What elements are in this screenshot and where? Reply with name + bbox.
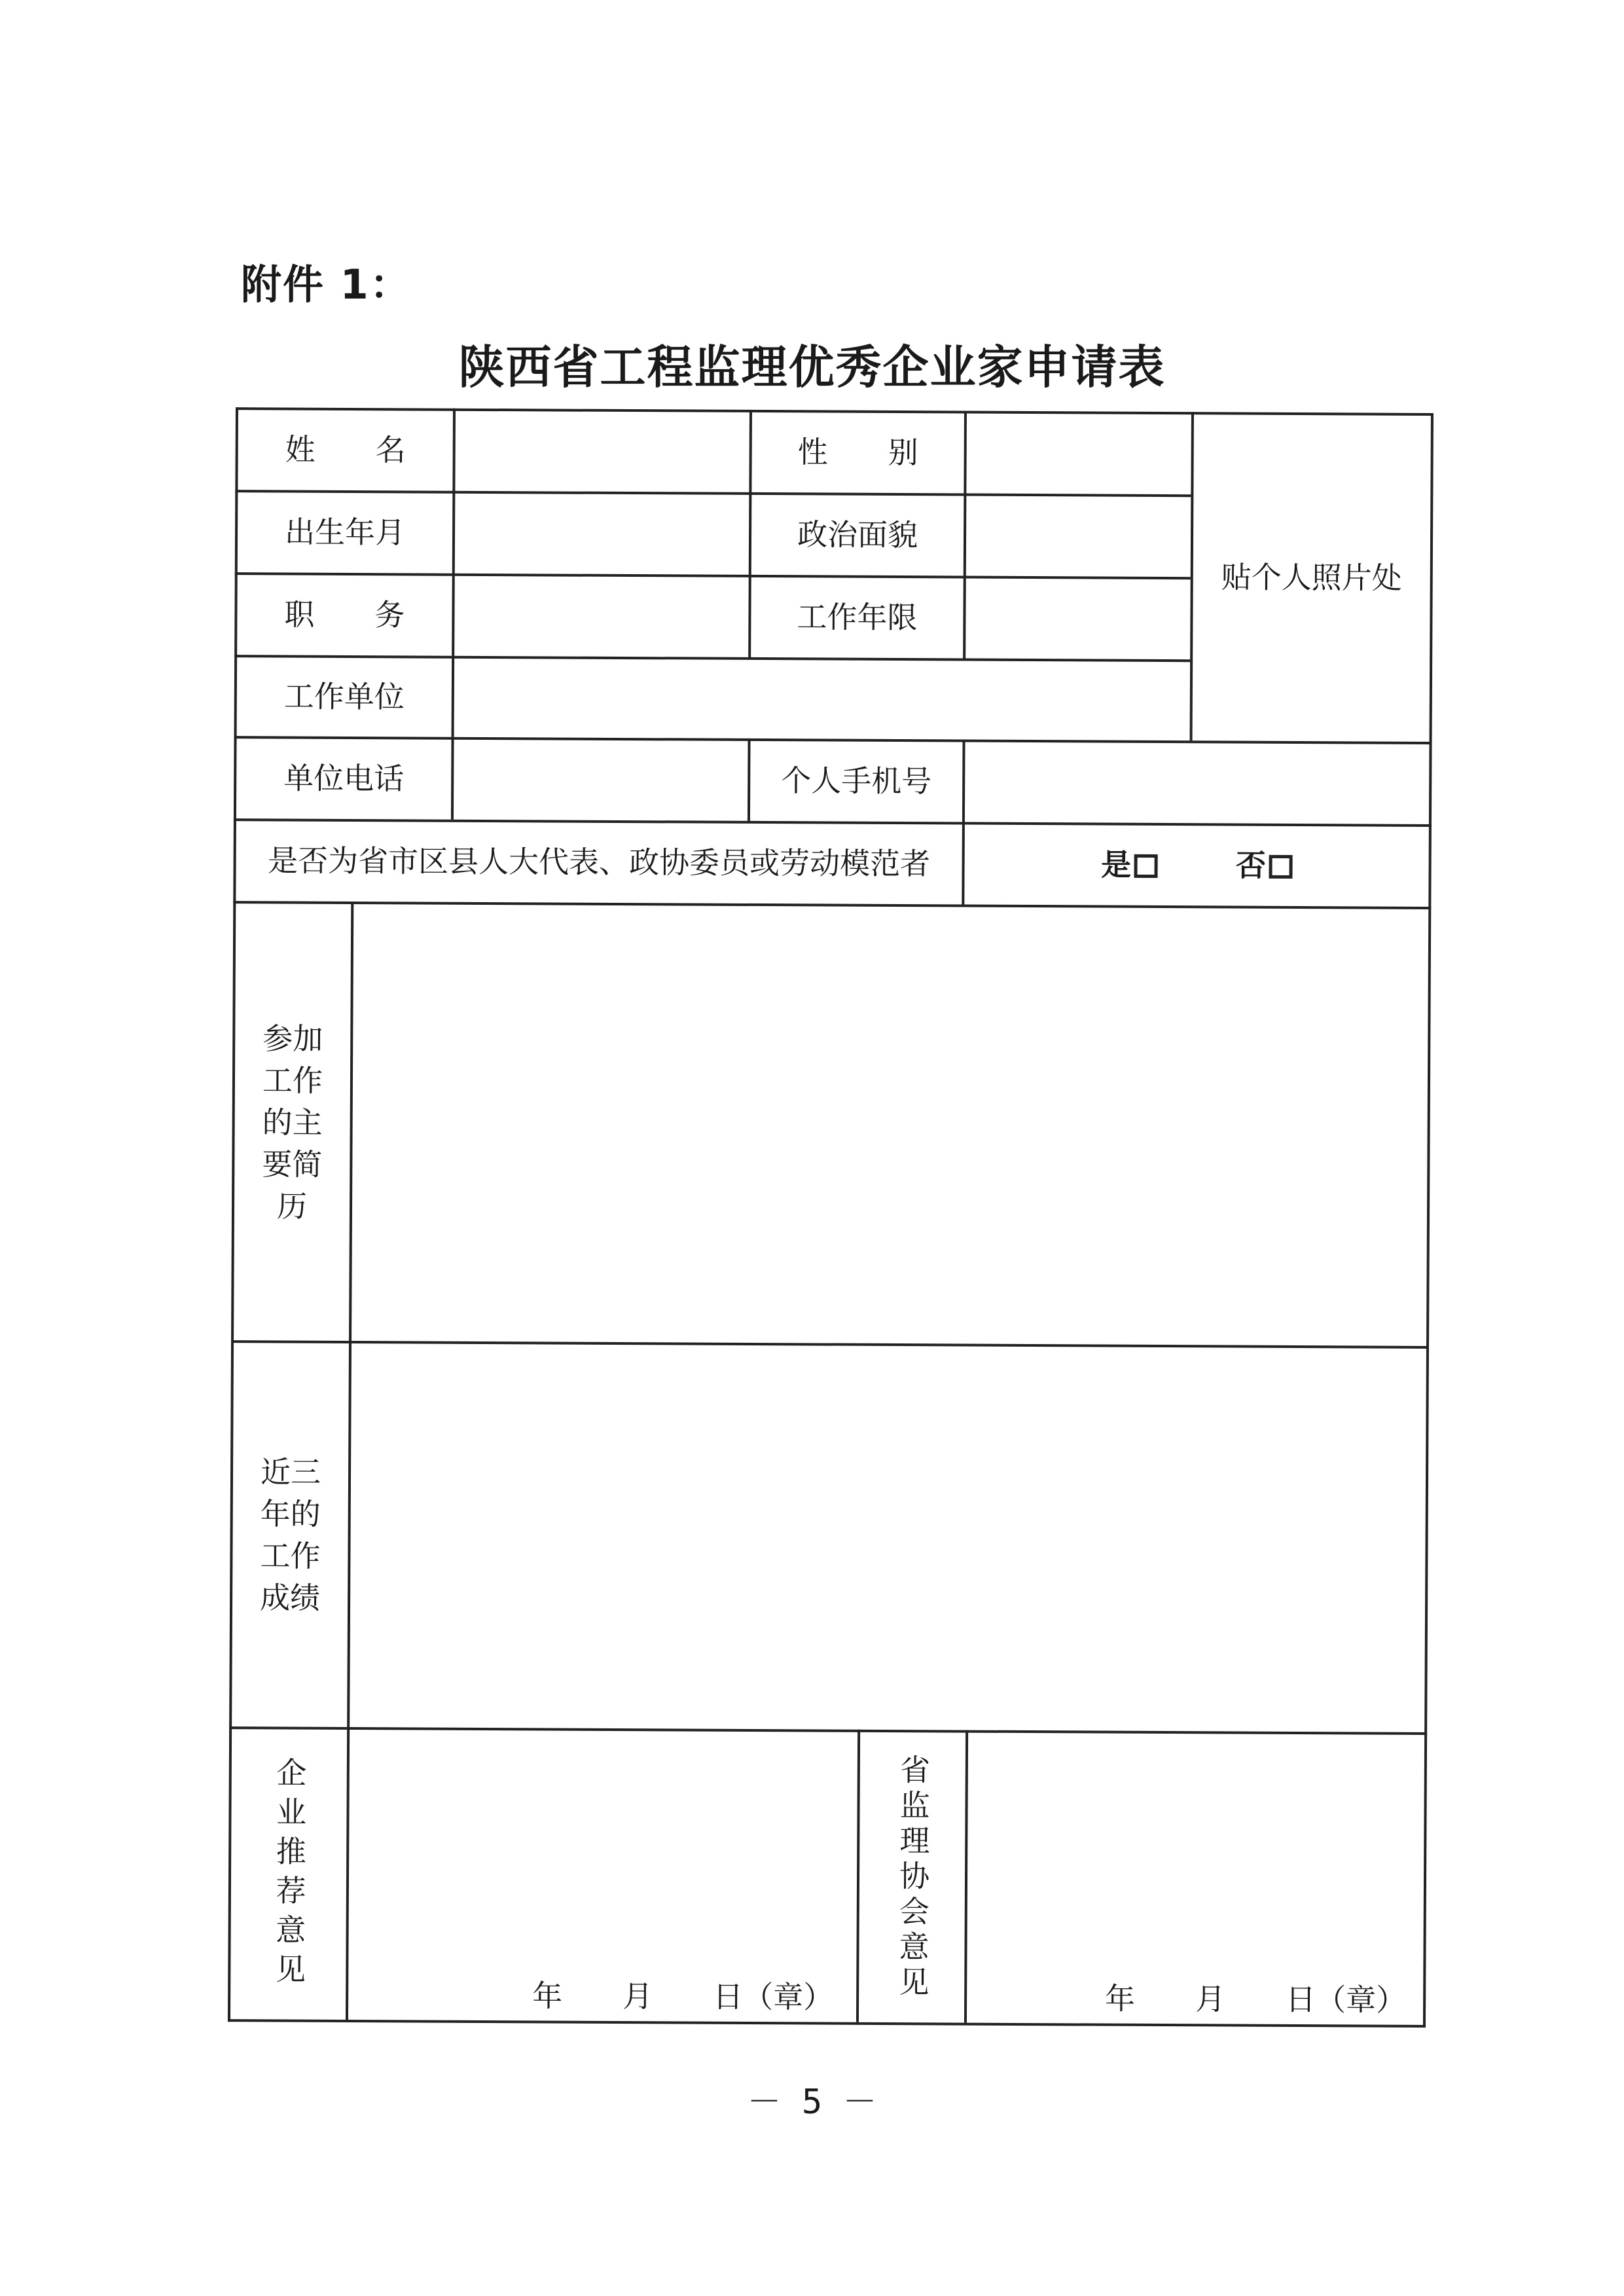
yes-option[interactable]: [1101, 847, 1157, 884]
gender-label: 性 别: [797, 434, 918, 471]
political-input[interactable]: [966, 496, 1191, 577]
work-years-input[interactable]: [965, 579, 1191, 660]
photo-area[interactable]: 贴个人照片处: [1221, 559, 1402, 596]
unit-phone-label: 单位电话: [283, 760, 405, 797]
position-label: 职 务: [284, 596, 405, 633]
name-label: 姓 名: [285, 431, 406, 468]
gender-input[interactable]: [966, 414, 1191, 495]
association-date-seal: 年 月 日（章）: [1105, 1980, 1407, 2018]
birth-input[interactable]: [455, 494, 749, 575]
company-opinion-text: 企业推荐意见: [270, 1756, 308, 1993]
no-label: 否: [1235, 847, 1267, 884]
work-years-label: 工作年限: [797, 599, 918, 636]
position-input[interactable]: [454, 576, 749, 657]
page-number: － 5 －: [747, 2083, 877, 2122]
achievements-input[interactable]: [350, 1343, 1426, 1732]
no-checkbox[interactable]: [1269, 855, 1292, 879]
association-opinion-label: [859, 1732, 965, 2023]
work-unit-label: 工作单位: [283, 678, 405, 715]
yes-no-options: [964, 825, 1429, 907]
association-opinion-text: 省监理协会意见: [894, 1753, 931, 2001]
yes-label: 是: [1100, 847, 1132, 883]
company-opinion-label: [230, 1729, 347, 2020]
unit-phone-input[interactable]: [454, 740, 748, 821]
work-unit-input[interactable]: [454, 659, 1191, 740]
name-input[interactable]: [455, 411, 749, 492]
resume-input[interactable]: [352, 904, 1428, 1346]
company-date-seal: 年 月 日（章）: [532, 1978, 834, 2015]
application-form-table: [215, 407, 1434, 2037]
resume-label: 参加 工作 的主 要简 历: [262, 1020, 323, 1224]
page-title: 陕西省工程监理优秀企业家申请表: [458, 340, 1166, 394]
birth-label: 出生年月: [284, 514, 406, 551]
attachment-label: 附件 1：: [241, 261, 412, 308]
mobile-label: 个人手机号: [781, 763, 932, 799]
achievements-label: 近三 年的 工作 成绩: [259, 1454, 321, 1616]
yes-checkbox[interactable]: [1134, 854, 1157, 878]
no-option[interactable]: [1236, 848, 1292, 884]
political-label: 政治面貌: [797, 517, 918, 553]
representative-question: 是否为省市区县人大代表、政协委员或劳动模范者: [267, 843, 931, 882]
mobile-input[interactable]: [965, 742, 1430, 824]
